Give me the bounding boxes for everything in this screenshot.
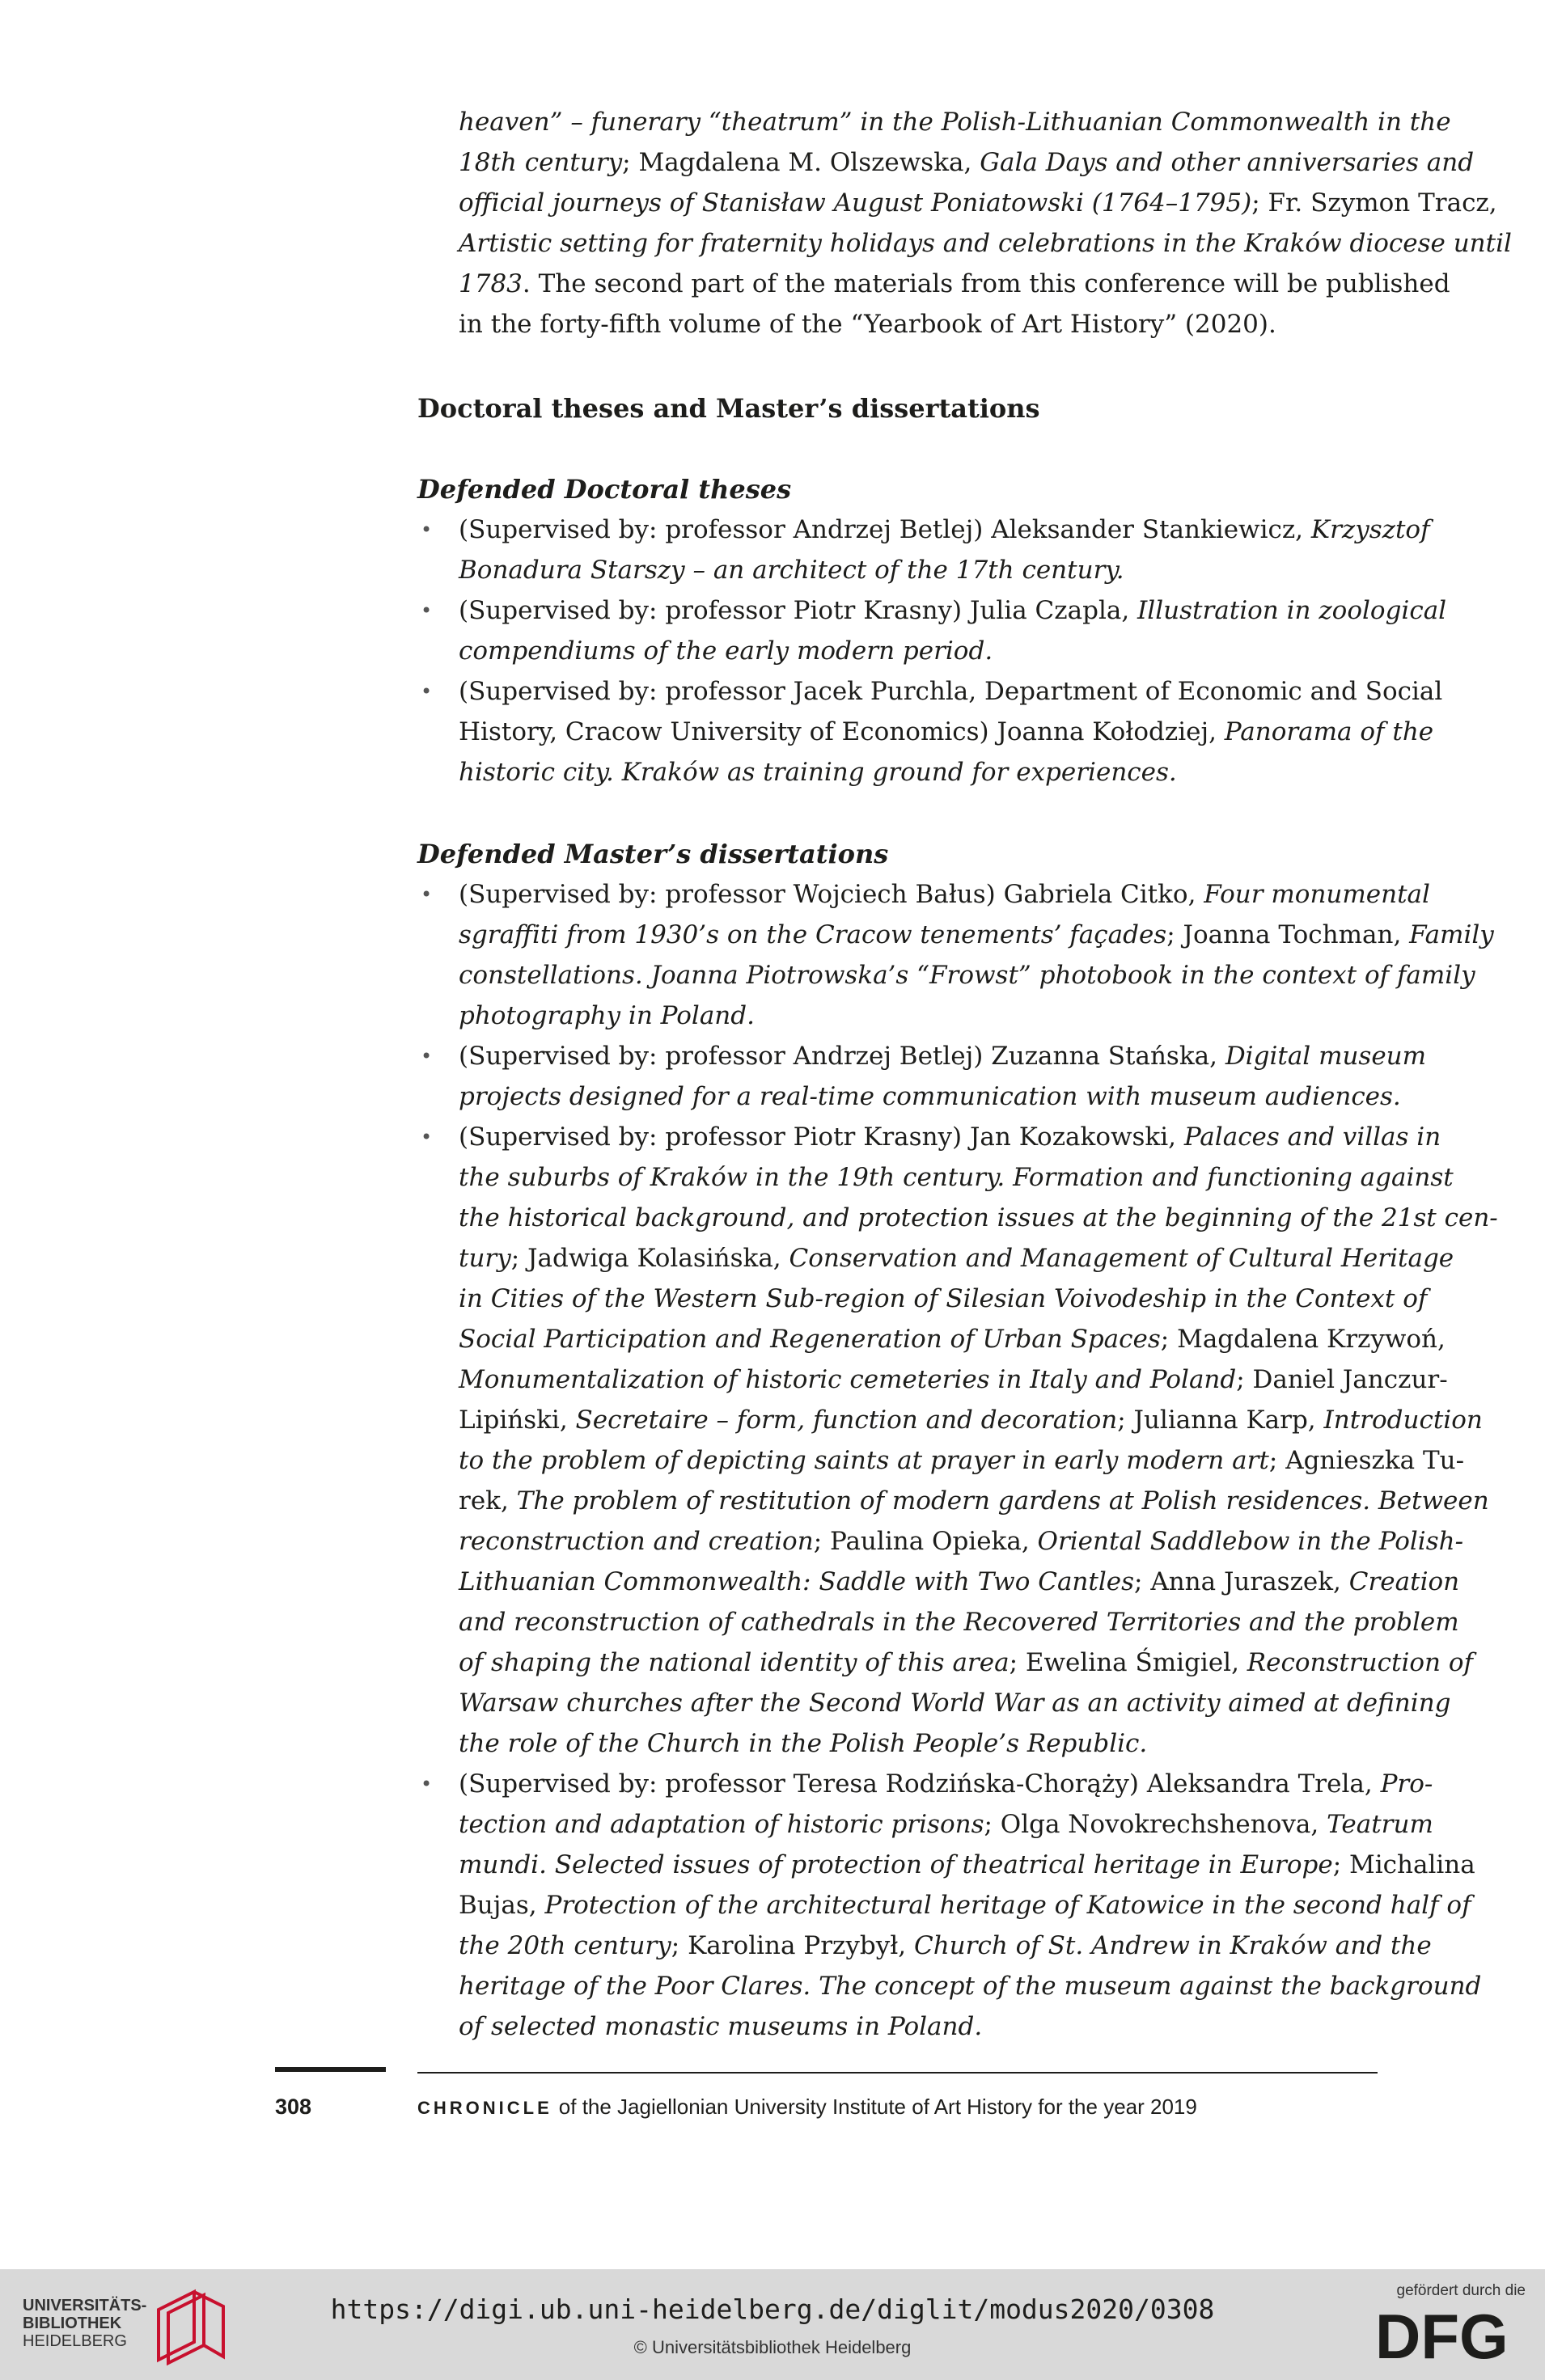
text-span: (Supervised by: professor Piotr Krasny) Julia Czapla, (459, 596, 1138, 625)
running-footer-title: CHRONICLE (417, 2098, 552, 2118)
text-line (459, 264, 1450, 304)
text-span: ; Julianna Karp, (1117, 1406, 1324, 1435)
italic-text: heaven” – funerary “theatrum” in the Polish-Lithuanian Commonwealth in the (459, 108, 1451, 137)
bullet-icon: • (421, 599, 433, 622)
text-line (459, 671, 1443, 712)
library-logo-line2: BIBLIOTHEK (23, 2314, 122, 2332)
italic-text: Protection of the architectural heritage of Katowice in the second half of (544, 1891, 1471, 1920)
italic-text: constellations. Joanna Piotrowska’s “Frowst” photobook in the context of family (459, 961, 1475, 990)
italic-text: Digital museum (1225, 1042, 1427, 1071)
italic-text: the role of the Church in the Polish People’s Republic. (459, 1729, 1148, 1758)
text-line (459, 1036, 1427, 1076)
text-line (459, 1279, 1428, 1319)
dfg-logo (1364, 2282, 1526, 2371)
permalink-url[interactable]: https://digi.ub.uni-heidelberg.de/diglit/modus2020/0308 (330, 2293, 1215, 2325)
italic-text: Illustration in zoological (1137, 596, 1447, 625)
text-span: (Supervised by: professor Andrzej Betlej) Zuzanna Stańska, (459, 1042, 1225, 1071)
italic-text: Introduction (1323, 1406, 1483, 1435)
italic-text: historic city. Kraków as training ground for experiences. (459, 758, 1177, 787)
italic-text: Warsaw churches after the Second World War as an activity aimed at defining (459, 1689, 1451, 1718)
text-line (459, 874, 1430, 915)
text-line (459, 223, 1512, 264)
doctoral-list (417, 509, 1447, 793)
section-heading: Doctoral theses and Master’s dissertations (417, 393, 1040, 424)
italic-text: Panorama of the (1224, 717, 1434, 746)
text-line (459, 712, 1434, 752)
bullet-icon: • (421, 883, 433, 906)
text-span: ; Joanna Tochman, (1166, 920, 1410, 949)
italic-text: Reconstruction of (1247, 1648, 1473, 1677)
italic-text: Lithuanian Commonwealth: Saddle with Two Cantles (459, 1567, 1135, 1596)
italic-text: of shaping the national identity of this area (459, 1648, 1010, 1677)
italic-text: tection and adaptation of historic prisons (459, 1810, 984, 1839)
dfg-caption: gefördert durch die (1396, 2282, 1526, 2299)
text-span: Lipiński, (459, 1406, 576, 1435)
list-item (417, 1764, 1482, 2047)
text-span: ; Jadwiga Kolasińska, (510, 1244, 789, 1273)
italic-text: the 20th century (459, 1931, 671, 1960)
doctoral-heading: Defended Doctoral theses (417, 474, 792, 505)
text-line (459, 1926, 1432, 1966)
italic-text: reconstruction and creation (459, 1527, 814, 1556)
text-line (459, 1804, 1433, 1845)
text-span: History, Cracow University of Economics) Joanna Kołodziej, (459, 717, 1225, 746)
text-span: ; Magdalena M. Olszewska, (622, 148, 980, 177)
italic-text: 1783 (459, 269, 523, 298)
footer-rule-left (275, 2067, 386, 2072)
text-line (459, 1400, 1483, 1440)
text-line (459, 1642, 1473, 1683)
italic-text: The problem of restitution of modern gardens at Polish residences. Between (516, 1486, 1489, 1516)
masters-heading: Defended Master’s dissertations (417, 839, 889, 869)
bullet-icon: • (421, 518, 433, 541)
copyright-notice: © Universitätsbibliothek Heidelberg (633, 2337, 912, 2357)
italic-text: projects designed for a real-time communication with museum audiences. (459, 1082, 1401, 1111)
text-line (459, 1117, 1441, 1157)
text-span: ; Olga Novokrechshenova, (984, 1810, 1327, 1839)
text-span: (Supervised by: professor Jacek Purchla, Department of Economic and Social (459, 677, 1443, 706)
italic-text: Family (1409, 920, 1494, 949)
text-line (459, 955, 1475, 996)
text-span: ; Agnieszka Tu- (1268, 1446, 1465, 1475)
italic-text: heritage of the Poor Clares. The concept of the museum against the background (459, 1972, 1482, 2001)
italic-text: and reconstruction of cathedrals in the Recovered Territories and the problem (459, 1608, 1459, 1637)
text-line (459, 752, 1378, 793)
library-logo-line3: HEIDELBERG (23, 2332, 127, 2350)
italic-text: Pro- (1380, 1769, 1433, 1799)
italic-text: the historical background, and protection issues at the beginning of the 21st cen- (459, 1203, 1498, 1232)
italic-text: Church of St. Andrew in Kraków and the (913, 1931, 1432, 1960)
text-span: (Supervised by: professor Teresa Rodzińska-Chorąży) Aleksandra Trela, (459, 1769, 1381, 1799)
list-item (417, 671, 1443, 793)
text-line (459, 1562, 1460, 1602)
page-number: 308 (275, 2095, 312, 2119)
dfg-wordmark-text: DFG (1375, 2303, 1509, 2368)
text-line (459, 1198, 1498, 1238)
text-line (459, 1481, 1489, 1521)
italic-text: to the problem of depicting saints at prayer in early modern art (459, 1446, 1269, 1475)
text-span: ; Paulina Opieka, (813, 1527, 1038, 1556)
italic-text: of selected monastic museums in Poland. (459, 2012, 983, 2041)
italic-text: compendiums of the early modern period. (459, 636, 993, 666)
italic-text: Social Participation and Regeneration of Urban Spaces (459, 1325, 1161, 1354)
italic-text: Creation (1348, 1567, 1460, 1596)
text-span: . The second part of the materials from this conference will be published (522, 269, 1450, 298)
masters-list (417, 874, 1498, 2047)
italic-text: tury (459, 1244, 511, 1273)
bullet-icon: • (421, 1126, 433, 1148)
italic-text: Artistic setting for fraternity holidays and celebrations in the Kraków diocese until (459, 229, 1512, 258)
text-span: Bujas, (459, 1891, 545, 1920)
text-line (459, 915, 1494, 955)
library-logo-line1: UNIVERSITÄTS- (23, 2297, 147, 2314)
running-footer-text: of the Jagiellonian University Institute of Art History for the year 2019 (558, 2095, 1197, 2119)
text-line (459, 509, 1430, 550)
text-line (459, 631, 1378, 671)
list-item (417, 1117, 1498, 1764)
text-span: ; Michalina (1332, 1850, 1475, 1879)
text-span: ; Fr. Szymon Tracz, (1251, 188, 1497, 218)
list-item (417, 874, 1494, 1036)
running-footer (417, 2092, 1197, 2123)
text-span: rek, (459, 1486, 517, 1516)
italic-text: Teatrum (1327, 1810, 1433, 1839)
italic-text: Bonadura Starszy – an architect of the 17th century. (459, 556, 1124, 585)
list-item (417, 509, 1430, 590)
text-line (459, 1764, 1433, 1804)
italic-text: Monumentalization of historic cemeteries in Italy and Poland (459, 1365, 1237, 1394)
text-line (459, 1238, 1454, 1279)
text-line (459, 1440, 1465, 1481)
italic-text: mundi. Selected issues of protection of theatrical heritage in Europe (459, 1850, 1333, 1879)
text-line (459, 142, 1475, 183)
text-line (459, 2006, 1378, 2047)
text-line (459, 1359, 1448, 1400)
text-line (459, 1319, 1446, 1359)
text-span: (Supervised by: professor Andrzej Betlej) Aleksander Stankiewicz, (459, 515, 1311, 544)
bullet-icon: • (421, 1773, 433, 1795)
text-span: in the forty-fifth volume of the “Yearbook of Art History” (2020). (459, 310, 1276, 339)
italic-text: 18th century (459, 148, 623, 177)
text-line (459, 102, 1451, 142)
text-line (459, 1885, 1471, 1926)
text-span: (Supervised by: professor Wojciech Bałus) Gabriela Citko, (459, 880, 1204, 909)
text-line (459, 1521, 1464, 1562)
italic-text: the suburbs of Kraków in the 19th century. Formation and functioning against (459, 1163, 1454, 1192)
text-span: ; Anna Juraszek, (1134, 1567, 1349, 1596)
text-line (459, 1966, 1482, 2006)
italic-text: Palaces and villas in (1183, 1122, 1441, 1152)
text-line (459, 304, 1378, 345)
italic-text: Oriental Saddlebow in the Polish- (1037, 1527, 1464, 1556)
bullet-icon: • (421, 680, 433, 703)
italic-text: Four monumental (1204, 880, 1430, 909)
text-line (459, 1602, 1459, 1642)
intro-paragraph (459, 102, 1512, 345)
italic-text: Krzysztof (1310, 515, 1430, 544)
text-line (459, 550, 1378, 590)
text-line (459, 1157, 1454, 1198)
text-span: ; Karolina Przybył, (671, 1931, 914, 1960)
text-span: (Supervised by: professor Piotr Krasny) Jan Kozakowski, (459, 1122, 1184, 1152)
italic-text: Gala Days and other anniversaries and (980, 148, 1475, 177)
text-span: ; Ewelina Śmigiel, (1009, 1648, 1247, 1677)
italic-text: photography in Poland. (459, 1001, 755, 1030)
italic-text: Secretaire – form, function and decoration (575, 1406, 1118, 1435)
text-line (459, 590, 1447, 631)
dfg-wordmark (1375, 2303, 1521, 2368)
italic-text: sgraffiti from 1930’s on the Cracow tenements’ façades (459, 920, 1167, 949)
text-line (459, 183, 1497, 223)
italic-text: Conservation and Management of Cultural Heritage (789, 1244, 1454, 1273)
italic-text: official journeys of Stanisław August Poniatowski (1764–1795) (459, 188, 1252, 218)
text-line (459, 1723, 1378, 1764)
list-item (417, 1036, 1427, 1117)
bullet-icon: • (421, 1045, 433, 1067)
text-line (459, 1845, 1475, 1885)
italic-text: in Cities of the Western Sub-region of Silesian Voivodeship in the Context of (459, 1284, 1428, 1313)
list-item (417, 590, 1447, 671)
text-line (459, 996, 1378, 1036)
text-span: ; Daniel Janczur- (1236, 1365, 1448, 1394)
footer-rule-right (417, 2072, 1378, 2074)
text-line (459, 1076, 1401, 1117)
text-span: ; Magdalena Krzywoń, (1160, 1325, 1446, 1354)
text-line (459, 1683, 1451, 1723)
